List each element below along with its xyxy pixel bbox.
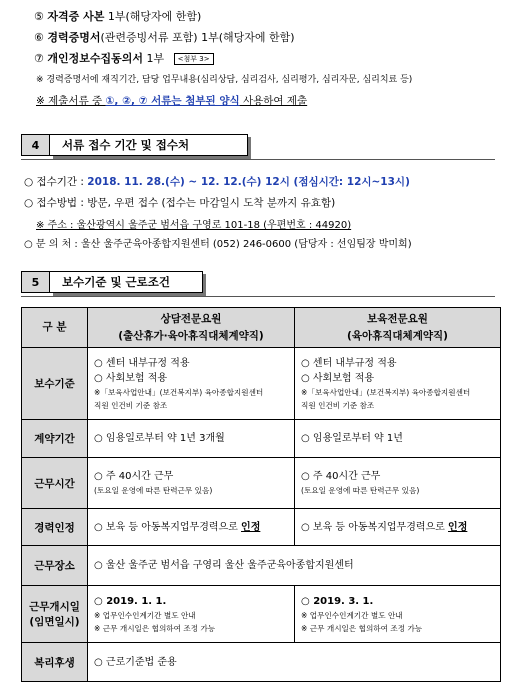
row-label-place: 근무장소 [22,546,88,586]
doc-note-2 [36,93,307,108]
pay-childcare-line: ○ 사회보험 적용 [301,372,375,384]
doc-item-5 [34,8,201,24]
place-value: ○ 울산 울주군 범서읍 구영리 울산 울주군육아종합지원센터 [88,546,501,586]
reception-period [24,174,410,189]
section-5-title: 보수기준 및 근로조건 [50,271,203,293]
reception-address: ※ 주소 : 울산광역시 울주군 범서읍 구영로 101-18 (우편번호 : 44920) [36,220,352,231]
hours-counselor-note: (토요일 운영에 따른 탄력근무 있음) [94,486,213,495]
contact-info: ○ 문 의 처 : 울산 울주군육아종합지원센터 (052) 246-0600 (담당자 : 선임팀장 박미희) [24,239,412,250]
hours-childcare-line: ○ 주 40시간 근무 [301,471,381,482]
section-4-header [21,134,248,156]
doc-item-7-title: 개인정보수집동의서 [47,52,144,65]
row-label-career: 경력인정 [22,509,88,546]
pay-childcare-line: ○ 센터 내부규정 적용 [301,357,397,369]
table-row [22,586,501,643]
table-row [22,420,501,458]
doc-item-6 [34,29,295,45]
attachment-tag: <첨부 3> [174,53,214,65]
pay-counselor-line: ○ 사회보험 적용 [94,372,168,384]
table-row [22,509,501,546]
pay-counselor [88,348,295,420]
start-childcare-note: ※ 업무인수인계기간 별도 안내 [301,610,403,620]
career-counselor [88,509,295,546]
doc-item-6-num: ⑥ [34,31,44,44]
section-4-number: 4 [21,134,50,156]
start-counselor-note: ※ 업무인수인계기간 별도 안내 [94,610,196,620]
pay-childcare-note: 직원 인건비 기준 참조 [301,400,375,410]
start-counselor-date: ○ 2019. 1. 1. [94,595,167,607]
pay-counselor-note: 직원 인건비 기준 참조 [94,400,168,410]
career-childcare [295,509,501,546]
career-counselor-emph: 인정 [241,521,261,533]
table-row [22,348,501,420]
header-counselor-type: (출산휴가·육아휴직대체계약직) [118,329,264,342]
doc-item-7 [34,50,214,66]
table-row [22,643,501,682]
doc-item-5-rest: 1부(해당자에 한함) [104,10,202,23]
hours-counselor-line: ○ 주 40시간 근무 [94,471,174,482]
row-label-pay: 보수기준 [22,348,88,420]
section-5-rule [21,296,495,297]
career-childcare-text: ○ 보육 등 아동복지업무경력으로 [301,521,449,533]
hours-childcare [295,458,501,509]
header-childcare-type: (육아휴직대체계약직) [347,329,448,342]
header-childcare-title: 보육전문요원 [367,312,428,325]
row-label-start [22,586,88,643]
header-category: 구 분 [22,308,88,348]
row-label-start-line1: 근무개시일 [29,601,80,613]
doc-item-7-rest: 1부 [143,52,165,65]
start-childcare-date: ○ 2019. 3. 1. [301,595,374,607]
start-counselor-note: ※ 근무 개시일은 협의하여 조정 가능 [94,623,216,633]
start-childcare-note: ※ 근무 개시일은 협의하여 조정 가능 [301,623,423,633]
section-4-title: 서류 접수 기간 및 접수처 [50,134,248,156]
doc-item-6-rest: (관련증빙서류 포함) 1부(해당자에 한함) [100,31,295,44]
table-header-row [22,308,501,348]
pay-counselor-line: ○ 센터 내부규정 적용 [94,357,190,369]
work-conditions-table [21,307,501,682]
start-counselor [88,586,295,643]
doc-item-5-num: ⑤ [34,10,44,23]
reception-method: ○ 접수방법 : 방문, 우편 접수 (접수는 마감일시 도착 분까지 유효함) [24,197,336,209]
career-childcare-emph: 인정 [448,521,468,533]
table-row [22,546,501,586]
pay-childcare-note: ※「보육사업안내」(보건복지부) 육아종합지원센터 [301,387,471,397]
header-counselor [88,308,295,348]
row-label-hours: 근무시간 [22,458,88,509]
doc-note-2-suffix: 사용하여 제출 [239,95,308,107]
hours-childcare-note: (토요일 운영에 따른 탄력근무 있음) [301,486,420,495]
reception-period-value: 2018. 11. 28.(수) ~ 12. 12.(수) 12시 (점심시간: 12시~13시) [87,176,410,188]
header-childcare [295,308,501,348]
row-label-welfare: 복리후생 [22,643,88,682]
pay-counselor-note: ※「보육사업안내」(보건복지부) 육아종합지원센터 [94,387,264,397]
doc-item-7-num: ⑦ [34,52,44,65]
doc-note-2-highlight: ①, ②, ⑦ 서류는 첨부된 양식 [105,95,240,107]
doc-note-1: ※ 경력증명서에 재직기간, 담당 업무내용(심리상담, 심리검사, 심리평가, 심리자문, 심리치료 등) [36,75,413,85]
reception-period-label: ○ 접수기간 : [24,176,88,188]
row-label-contract: 계약기간 [22,420,88,458]
contract-childcare: ○ 임용일로부터 약 1년 [295,420,501,458]
career-counselor-text: ○ 보육 등 아동복지업무경력으로 [94,521,242,533]
row-label-start-line2: (임면일시) [29,616,80,628]
section-4-rule [21,159,495,160]
doc-note-2-prefix: ※ 제출서류 중 [36,95,106,107]
welfare-value: ○ 근로기준법 준용 [88,643,501,682]
doc-item-6-title: 경력증명서 [47,31,101,44]
doc-item-5-title: 자격증 사본 [47,10,105,23]
header-counselor-title: 상담전문요원 [160,312,222,325]
pay-childcare [295,348,501,420]
start-childcare [295,586,501,643]
table-row [22,458,501,509]
hours-counselor [88,458,295,509]
contract-counselor: ○ 임용일로부터 약 1년 3개월 [88,420,295,458]
section-5-number: 5 [21,271,50,293]
section-5-header [21,271,203,293]
